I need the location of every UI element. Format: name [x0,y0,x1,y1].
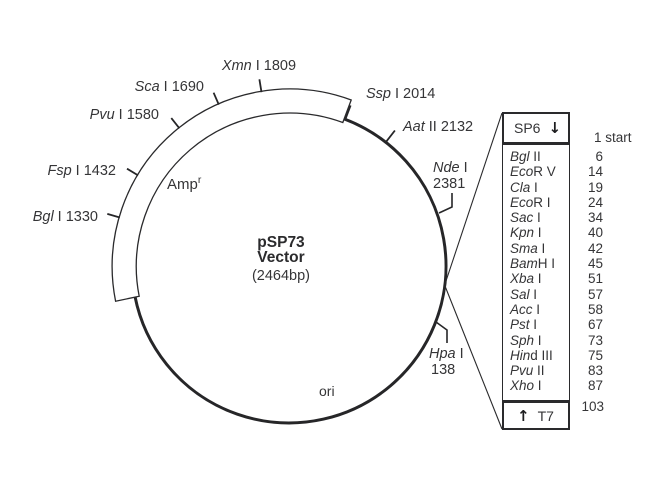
vector-name-line2: Vector [257,249,305,266]
enzyme-name-roman: I [534,378,542,394]
enzyme-name-roman: I [537,240,546,256]
site-label-sca: Sca I 1690 [134,79,204,95]
enzyme-name-italic: Eco [510,194,534,210]
mcs-site-row [510,149,603,164]
enzyme-name-italic: Eco [510,164,534,180]
tick-xmn [259,79,261,92]
enzyme-name-roman: d III [530,347,553,363]
enzyme-name-italic: Sal [510,286,530,302]
mcs-site-row [510,332,603,348]
enzyme-name-roman: R V [533,164,556,180]
tick-sca [214,93,219,105]
enzyme-position: 57 [587,286,603,302]
t7-promoter-label: T7 [537,407,554,424]
enzyme-name-roman: I [532,301,541,317]
amp-gene-label: Amp$^r$ [167,174,202,193]
enzyme-name-italic: Bam [510,256,538,272]
site-label-bgl: Bgl I 1330 [32,209,98,225]
tick-pvu [171,118,179,128]
enzyme-position: 51 [587,271,603,287]
mcs-site-row [510,271,603,287]
mcs-site-list-box [502,144,603,401]
enzyme-name-italic: Xba [510,271,535,287]
enzyme-position: 45 [587,256,603,272]
enzyme-position: 14 [587,164,603,180]
sp6-promoter-box [502,112,570,144]
enzyme-position: 73 [587,332,603,348]
enzyme-position: 83 [587,363,603,379]
enzyme-name-italic: Sma [510,240,538,256]
enzyme-name-italic: Pst [510,317,530,333]
mcs-site-row [510,164,603,180]
enzyme-name-italic: Cla [510,179,531,195]
tick-fsp [127,169,138,176]
enzyme-position: 87 [587,378,603,394]
site-label-nde: Nde I [433,160,468,176]
enzyme-name-roman: I [529,317,538,333]
enzyme-position: 24 [587,194,603,210]
mcs-site-row [510,317,603,333]
enzyme-name-roman: II [533,363,545,379]
site-label-aat: Aat II 2132 [403,119,474,135]
enzyme-name-roman: I [533,210,541,226]
enzyme-name-roman: I [534,225,542,241]
enzyme-name-roman: I [534,332,542,348]
t7-promoter-box [502,401,570,430]
site-label-fsp: Fsp I 1432 [47,163,116,179]
connector-nde [439,193,452,213]
enzyme-name-roman: I [534,271,542,287]
enzyme-name-roman: I [530,179,538,195]
mcs-site-row [510,286,603,302]
mcs-callout-line-top [445,113,502,284]
tick-aat [386,131,395,143]
enzyme-position: 34 [587,210,603,226]
mcs-site-row [510,363,603,379]
tick-bgl [107,214,120,218]
mcs-site-row [510,256,603,272]
enzyme-name-italic: Xho [510,378,535,394]
enzyme-position: 40 [587,225,603,241]
site-label-xmn: Xmn I 1809 [221,58,297,74]
mcs-site-row [510,301,603,317]
mcs-end-position: 103 [581,399,604,414]
enzyme-name-italic: Acc [510,301,533,317]
site-position-nde: 2381 [433,176,466,192]
mcs-site-row [510,240,603,256]
site-label-ssp: Ssp I 2014 [366,86,436,102]
mcs-site-row [510,194,603,210]
enzyme-position: 75 [587,347,603,363]
sp6-direction-arrow-icon: ↓ [548,119,562,137]
enzyme-name-italic: Sac [510,210,534,226]
enzyme-position: 67 [587,317,603,333]
enzyme-position: 19 [587,179,603,195]
ori-label: ori [319,383,335,399]
enzyme-name-roman: I [529,286,538,302]
mcs-site-row [510,179,603,195]
vector-size-label: (2464bp) [251,268,311,284]
enzyme-name-italic: Pvu [510,363,534,379]
enzyme-position: 58 [587,301,603,317]
site-label-pvu: Pvu I 1580 [89,107,159,123]
sp6-promoter-label: SP6 [514,120,541,136]
vector-name-line1: pSP73 [257,234,305,251]
enzyme-name-italic: Kpn [510,225,535,241]
mcs-site-row [510,378,603,394]
enzyme-name-roman: R I [533,194,551,210]
enzyme-name-italic: Bgl [510,149,530,164]
enzyme-position: 6 [595,149,603,164]
mcs-start-annotation: 1 start [594,130,632,145]
t7-direction-arrow-icon: ↑ [517,406,530,425]
connector-hpa [436,322,447,343]
enzyme-name-italic: Hin [510,347,531,363]
enzyme-name-roman: II [529,149,541,164]
enzyme-name-italic: Sph [510,332,535,348]
mcs-site-row [510,347,603,363]
site-label-hpa: Hpa I [429,346,464,362]
enzyme-position: 42 [587,240,603,256]
enzyme-name-roman: H I [537,256,556,272]
site-position-hpa: 138 [431,362,456,378]
mcs-site-row [510,225,603,241]
mcs-site-row [510,210,603,226]
